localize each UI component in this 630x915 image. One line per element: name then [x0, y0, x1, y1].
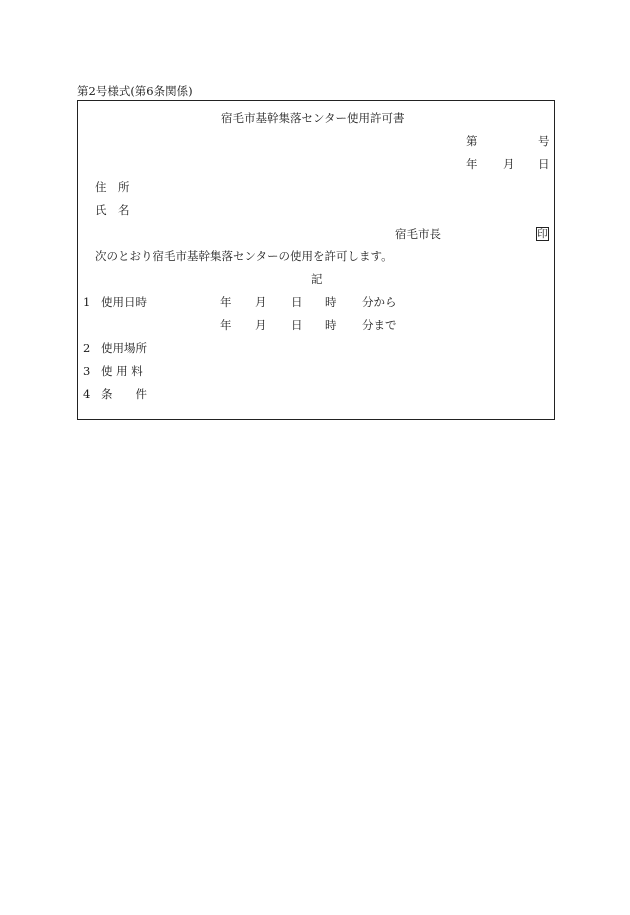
- item-number: 1: [83, 295, 91, 309]
- date-year: 年: [466, 157, 478, 171]
- doc-number-prefix: 第: [466, 134, 478, 148]
- address-label: 住 所: [95, 180, 130, 194]
- item-number: 3: [83, 364, 91, 378]
- end-minute: 分まで: [362, 318, 397, 332]
- record-label: 記: [311, 272, 323, 286]
- name-label: 氏 名: [95, 203, 130, 217]
- item-number: 2: [83, 341, 91, 355]
- start-day: 日: [291, 295, 303, 309]
- start-month: 月: [255, 295, 267, 309]
- item-label: 使用場所: [101, 341, 147, 355]
- date-month: 月: [503, 157, 515, 171]
- item-label: 使用日時: [101, 295, 147, 309]
- item-number: 4: [83, 387, 91, 401]
- item-label: 条 件: [101, 387, 147, 401]
- end-year: 年: [220, 318, 232, 332]
- issuer: 宿毛市長: [395, 227, 441, 241]
- body-text: 次のとおり宿毛市基幹集落センターの使用を許可します。: [95, 249, 393, 263]
- start-minute: 分から: [362, 295, 397, 309]
- document-title: 宿毛市基幹集落センター使用許可書: [221, 111, 405, 125]
- end-month: 月: [255, 318, 267, 332]
- end-hour: 時: [325, 318, 337, 332]
- date-day: 日: [538, 157, 550, 171]
- start-year: 年: [220, 295, 232, 309]
- item-label: 使 用 料: [101, 364, 143, 378]
- form-number: 第2号様式(第6条関係): [77, 84, 193, 98]
- start-hour: 時: [325, 295, 337, 309]
- seal-mark: 印: [537, 228, 548, 240]
- end-day: 日: [291, 318, 303, 332]
- doc-number-suffix: 号: [538, 134, 550, 148]
